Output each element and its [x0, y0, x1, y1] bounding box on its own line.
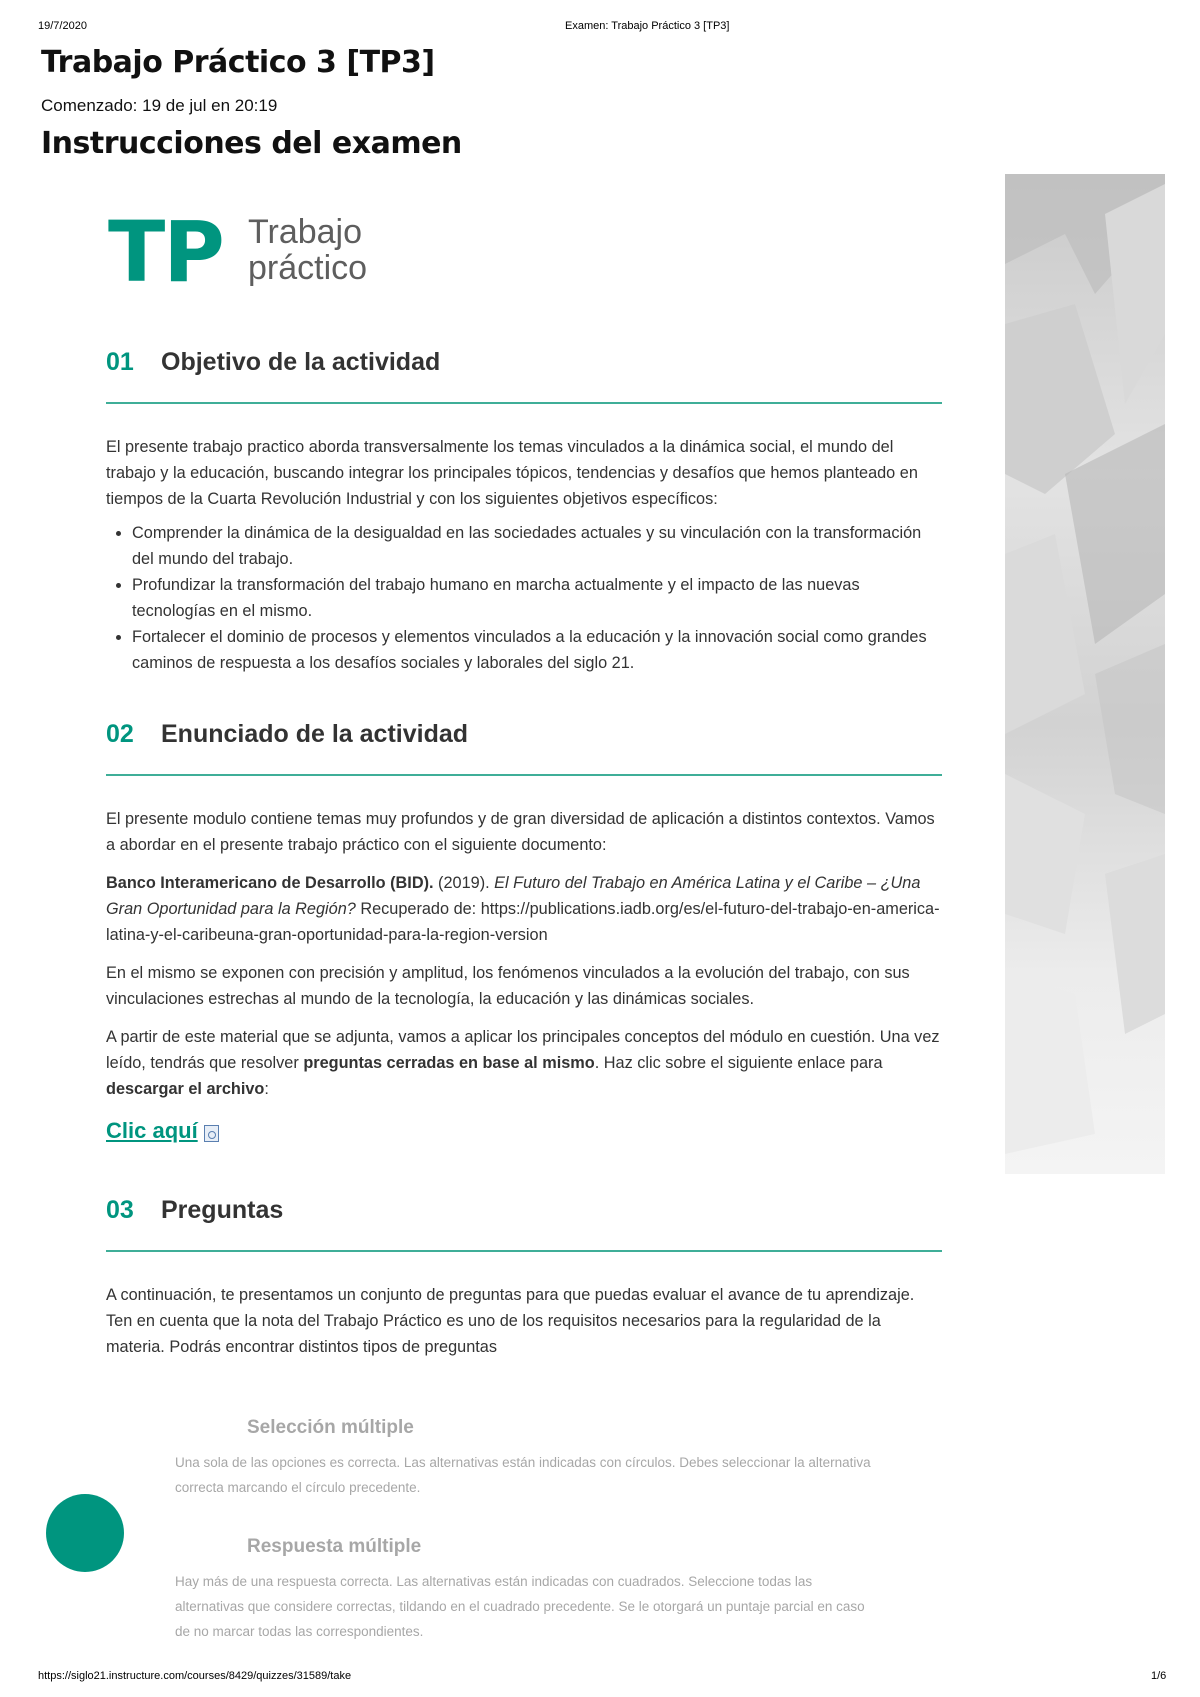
document-icon[interactable] [204, 1125, 219, 1142]
section-title: Enunciado de la actividad [161, 720, 469, 748]
logo-text [248, 214, 448, 286]
question-type-description: Hay más de una respuesta correcta. Las alternativas están indicadas con cuadrados. Seleccione todas las alternativas que considere correctas, tildando en el cuadrado precedente. Se le otorgará un puntaje parcial en caso de no marcar todas las correspondientes. [175, 1574, 865, 1639]
section-divider [106, 402, 942, 404]
citation-author: Banco Interamericano de Desarrollo (BID). [106, 874, 434, 892]
statement-paragraph: El presente modulo contiene temas muy profundos y de gran diversidad de aplicación a distintos contextos. Vamos a abordar en el presente trabajo práctico con el siguiente documento: [106, 810, 935, 854]
logo-mark: TP [108, 203, 223, 301]
citation-title: El Futuro del Trabajo en América Latina y el Caribe – ¿Una Gran Oportunidad para la Región? [106, 874, 921, 918]
section-title: Objetivo de la actividad [161, 348, 441, 376]
objective-item: • Comprender la dinámica de la desigualdad en las sociedades actuales y su vinculación con la transformación del mundo del trabajo. [132, 520, 942, 572]
section-number: 01 [106, 348, 134, 376]
logo-line-2: práctico [248, 249, 368, 287]
citation [106, 870, 942, 948]
questions-intro: A continuación, te presentamos un conjunto de preguntas para que puedas evaluar el avance de tu aprendizaje. Ten en cuenta que la nota del Trabajo Práctico es uno de los requisitos necesarios para la regularidad de la materia. Podrás encontrar distintos tipos de preguntas [106, 1286, 915, 1356]
section-statement [106, 720, 942, 1144]
section-divider [106, 1250, 942, 1252]
section-divider [106, 774, 942, 776]
question-type-title: Respuesta múltiple [247, 1536, 422, 1557]
question-type-title: Selección múltiple [247, 1417, 414, 1438]
text-run-bold: preguntas cerradas en base al mismo [303, 1054, 595, 1072]
section-number: 02 [106, 720, 134, 748]
objective-item: • Profundizar la transformación del trabajo humano en marcha actualmente y el impacto de las nuevas tecnologías en el mismo. [132, 572, 942, 624]
quiz-title: Trabajo Práctico 3 [TP3] [41, 45, 435, 80]
decorative-architecture-image [1005, 174, 1165, 1174]
objective-intro: El presente trabajo practico aborda transversalmente los temas vinculados a la dinámica social, el mundo del trabajo y la educación, buscando integrar los principales tópicos, tendencias y desafíos que hemos planteado en tiempos de la Cuarta Revolución Industrial y con los siguientes objetivos específicos: [106, 438, 918, 508]
text-run-bold: descargar el archivo [106, 1080, 265, 1098]
download-instructions [106, 1024, 942, 1102]
section-objective [106, 348, 942, 676]
objectives-list [106, 520, 942, 676]
statement-paragraph: En el mismo se exponen con precisión y amplitud, los fenómenos vinculados a la evolución del trabajo, con sus vinculaciones estrechas al mundo de la tecnología, la educación y las dinámicas sociales. [106, 964, 910, 1008]
section-questions [106, 1196, 942, 1360]
text-run: : [264, 1080, 269, 1098]
radio-circle-icon [46, 1494, 124, 1572]
text-run: A partir de este material que se adjunta, vamos a aplicar los principales conceptos del módulo en cuestión. Una vez leído, tendrás que resolver [106, 1028, 940, 1072]
print-page-number: 1/6 [1151, 1670, 1167, 1682]
section-title: Preguntas [161, 1196, 284, 1224]
print-page-title: Examen: Trabajo Práctico 3 [TP3] [565, 20, 730, 32]
objective-item: • Fortalecer el dominio de procesos y elementos vinculados a la educación y la innovación social como grandes caminos de respuesta a los desafíos sociales y laborales del siglo 21. [132, 624, 942, 676]
logo-line-1: Trabajo [248, 213, 363, 251]
instructions-heading: Instrucciones del examen [41, 126, 462, 161]
citation-year: (2019). [433, 874, 495, 892]
section-number: 03 [106, 1196, 134, 1224]
citation-source: Recuperado de: https://publications.iadb.org/es/el-futuro-del-trabajo-en-america-latina-y-el-caribeuna-gran-oportunidad-para-la-region-version [106, 900, 940, 944]
download-link[interactable]: Clic aquí [106, 1118, 198, 1143]
text-run: . Haz clic sobre el siguiente enlace para [594, 1054, 883, 1072]
print-url: https://siglo21.instructure.com/courses/8429/quizzes/31589/take [38, 1670, 352, 1682]
started-timestamp: Comenzado: 19 de jul en 20:19 [41, 96, 278, 115]
print-date: 19/7/2020 [38, 20, 87, 32]
question-type-description: Una sola de las opciones es correcta. Las alternativas están indicadas con círculos. Debes seleccionar la alternativa correcta marcando el círculo precedente. [175, 1455, 871, 1495]
